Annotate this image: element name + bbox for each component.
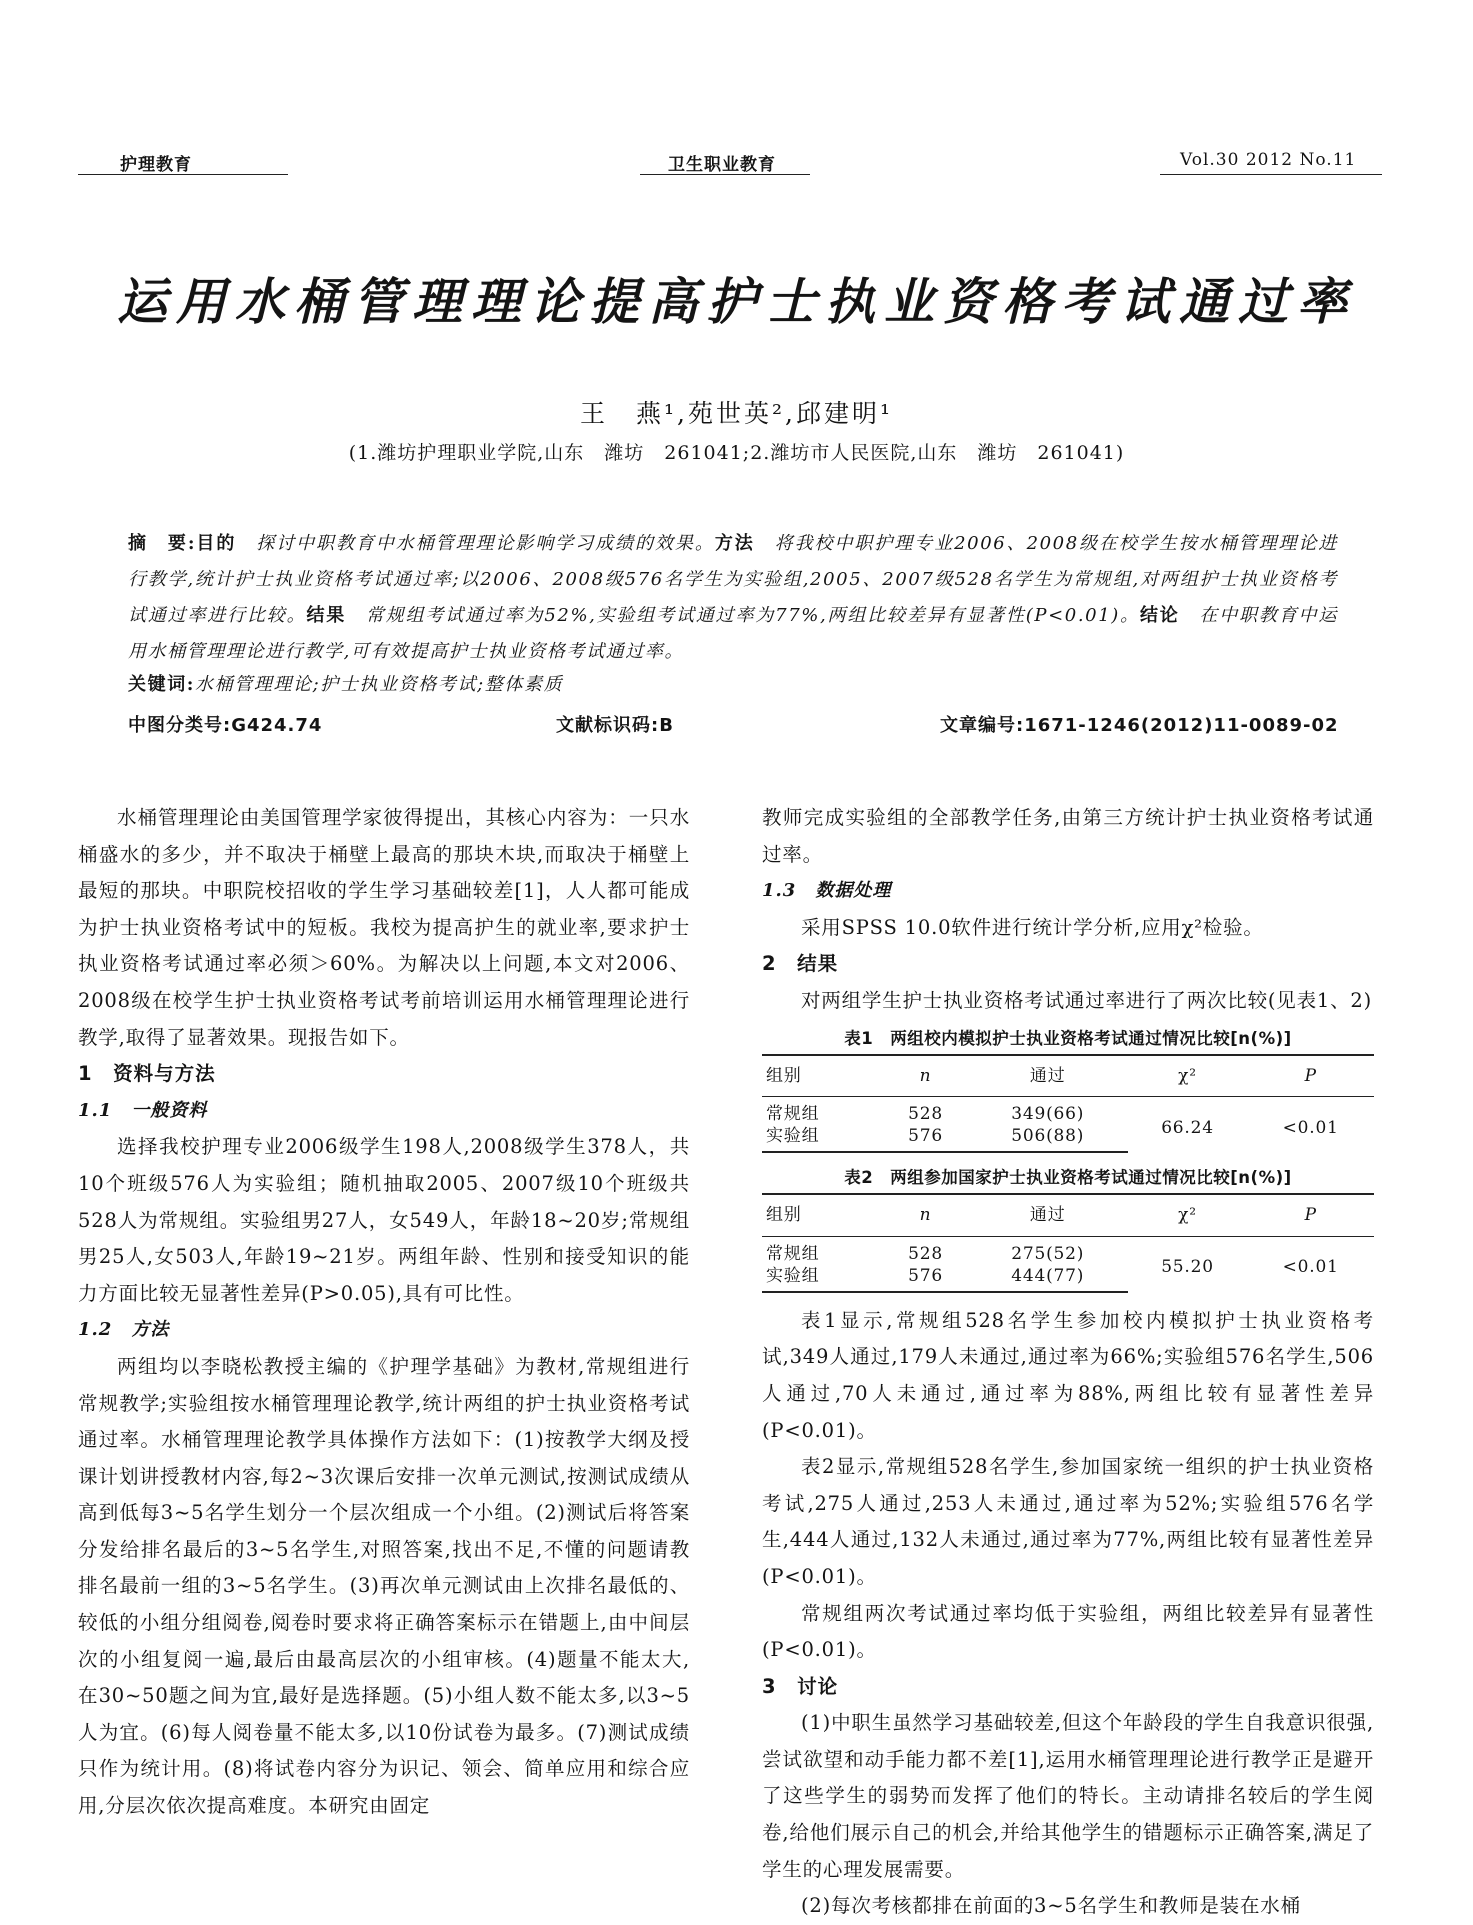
abstract-conclusion-label: 结论	[1139, 605, 1180, 626]
table-2	[762, 1163, 1374, 1293]
continued-paragraph: 教师完成实验组的全部教学任务,由第三方统计护士执业资格考试通过率。	[762, 806, 1374, 866]
table-header: 组别	[762, 1194, 883, 1236]
header-section-label: 护理教育	[120, 155, 192, 175]
table-cell: 528	[908, 1104, 943, 1125]
table-cell-chi2: 55.20	[1161, 1257, 1214, 1278]
body-paragraph: 表1显示,常规组528名学生参加校内模拟护士执业资格考试,349人通过,179人未通过,通过率为66%;实验组576名学生,506人通过,70人未通过,通过率为88%,两组比较有显著性差异(P<0.01)。	[762, 1308, 1374, 1442]
subsection-heading: 1.2 方法	[78, 1319, 170, 1341]
table-cell: 576	[883, 1265, 968, 1292]
body-paragraph: 两组均以李晓松教授主编的《护理学基础》为教材,常规组进行常规教学;实验组按水桶管理理论教学,统计两组的护士执业资格考试通过率。水桶管理理论教学具体操作方法如下：(1)按教学大纲及授课计划讲授教材内容,每2~3次课后安排一次单元测试,按测试成绩从高到低每3~5名学生划分一个层次组成一个小组。(2)测试后将答案分发给排名最后的3~5名学生,对照答案,找出不足,不懂的问题请教排名最前一组的3~5名学生。(3)再次单元测试由上次排名最低的、较低的小组分组阅卷,阅卷时要求将正确答案标示在错题上,由中间层次的小组复阅一遍,最后由最高层次的小组审核。(4)题量不能太大,在30~50题之间为宜,最好是选择题。(5)小组人数不能太多,以3~5人为宜。(6)每人阅卷量不能太多,以10份试卷为最多。(7)测试成绩只作为统计用。(8)将试卷内容分为识记、领会、简单应用和综合应用,分层次依次提高难度。本研究由固定	[78, 1354, 690, 1818]
table-caption: 表2 两组参加国家护士执业资格考试通过情况比较[n(%)]	[844, 1168, 1292, 1188]
keywords-label: 关键词:	[128, 674, 196, 695]
body-paragraph: (1)中职生虽然学习基础较差,但这个年龄段的学生自我意识很强,尝试欲望和动手能力都不差[1],运用水桶管理理论进行教学正是避开了这些学生的弱势而发挥了他们的特长。主动请排名较后的学生阅卷,给他们展示自己的机会,并给其他学生的错题标示正确答案,满足了学生的心理发展需要。	[762, 1711, 1374, 1881]
header-rule-left	[78, 174, 288, 175]
table-header: χ²	[1128, 1194, 1248, 1236]
abstract-result-label: 结果	[306, 605, 347, 626]
section-heading: 2 结果	[762, 952, 839, 976]
header-journal-name: 卫生职业教育	[668, 155, 776, 175]
abstract	[128, 526, 1338, 670]
abstract-objective-label: 目的	[196, 533, 237, 554]
abstract-method-label: 方法	[714, 533, 755, 554]
section-heading: 1 资料与方法	[78, 1062, 216, 1086]
body-paragraph: 选择我校护理专业2006级学生198人,2008级学生378人，共10个班级576人为实验组；随机抽取2005、2007级10个班级共528人为常规组。实验组男27人，女549人，年龄18~20岁;常规组男25人,女503人,年龄19~21岁。两组年龄、性别和接受知识的能力方面比较无显著性差异(P>0.05),具有可比性。	[78, 1135, 690, 1305]
paper-authors: 王 燕¹,苑世英²,邱建明¹	[580, 399, 893, 428]
body-paragraph: 常规组两次考试通过率均低于实验组，两组比较差异有显著性(P<0.01)。	[762, 1601, 1374, 1662]
body-column-left	[78, 800, 690, 1825]
keywords	[128, 670, 563, 696]
table-cell: 常规组	[766, 1104, 820, 1125]
table-header: 通过	[968, 1055, 1128, 1097]
paper-affiliation: (1.潍坊护理职业学院,山东 潍坊 261041;2.潍坊市人民医院,山东 潍坊 261041)	[348, 442, 1125, 464]
table-cell: 实验组	[762, 1265, 883, 1292]
body-paragraph: 对两组学生护士执业资格考试通过率进行了两次比较(见表1、2)	[801, 988, 1373, 1012]
table-cell: 349(66)	[1011, 1104, 1085, 1125]
article-number: 文章编号:1671-1246(2012)11-0089-02	[940, 715, 1339, 736]
table-1	[762, 1024, 1374, 1154]
table-header: 通过	[968, 1194, 1128, 1236]
table-cell: 576	[883, 1125, 968, 1152]
table-header: 组别	[762, 1055, 883, 1097]
table-header: P	[1247, 1055, 1374, 1097]
table-cell-chi2: 66.24	[1161, 1117, 1214, 1138]
table-cell: 444(77)	[968, 1265, 1128, 1292]
intro-paragraph: 水桶管理理论由美国管理学家彼得提出，其核心内容为：一只水桶盛水的多少，并不取决于桶壁上最高的那块木块,而取决于桶壁上最短的那块。中职院校招收的学生学习基础较差[1]，人人都可能成为护士执业资格考试中的短板。我校为提高护生的就业率,要求护士执业资格考试通过率必须＞60%。为解决以上问题,本文对2006、2008级在校学生护士执业资格考试考前培训运用水桶管理理论进行教学,取得了显著效果。现报告如下。	[78, 806, 690, 1049]
table-header: χ²	[1128, 1055, 1248, 1097]
table-cell: 常规组	[766, 1243, 820, 1264]
document-code: 文献标识码:B	[556, 715, 674, 736]
header-volume: Vol.30 2012 No.11	[1180, 150, 1357, 170]
section-heading: 3 讨论	[762, 1674, 839, 1698]
header-rule-right	[1160, 174, 1382, 175]
table-caption: 表1 两组校内模拟护士执业资格考试通过情况比较[n(%)]	[844, 1028, 1292, 1048]
paper-title: 运用水桶管理理论提高护士执业资格考试通过率	[117, 272, 1356, 331]
abstract-objective: 探讨中职教育中水桶管理理论影响学习成绩的效果。	[236, 533, 715, 554]
abstract-result: 常规组考试通过率为52%,实验组考试通过率为77%,两组比较差异有显著性(P<0.01)。	[346, 605, 1140, 626]
abstract-label: 摘 要:	[128, 533, 197, 554]
header-rule-center	[640, 174, 810, 175]
table-cell: 528	[908, 1243, 943, 1264]
table-header: n	[883, 1055, 968, 1097]
table-cell: 506(88)	[968, 1125, 1128, 1152]
body-paragraph: 采用SPSS 10.0软件进行统计学分析,应用χ²检验。	[801, 915, 1264, 939]
subsection-heading: 1.3 数据处理	[762, 880, 892, 902]
table-header: P	[1247, 1194, 1374, 1236]
table-cell-p: <0.01	[1282, 1257, 1339, 1278]
table-cell: 275(52)	[1011, 1243, 1085, 1264]
keywords-text: 水桶管理理论;护士执业资格考试;整体素质	[195, 674, 564, 695]
body-paragraph: (2)每次考核都排在前面的3~5名学生和教师是装在水桶	[801, 1894, 1301, 1918]
table-row	[762, 1236, 1374, 1265]
table-cell-p: <0.01	[1282, 1117, 1339, 1138]
abstract-conclusion: 在中职教育中运用水桶管理理论进行教学,可有效提高护士执业资格考试通过率。	[128, 605, 1338, 662]
abstract-method: 将我校中职护理专业2006、2008级在校学生按水桶管理理论进行教学,统计护士执业资格考试通过率;以2006、2008级576名学生为实验组,2005、2007级528名学生为常规组,对两组护士执业资格考试通过率进行比较。	[128, 533, 1338, 626]
table-cell: 实验组	[762, 1125, 883, 1152]
table-header: n	[883, 1194, 968, 1236]
table-row	[762, 1097, 1374, 1126]
body-paragraph: 表2显示,常规组528名学生,参加国家统一组织的护士执业资格考试,275人通过,253人未通过,通过率为52%;实验组576名学生,444人通过,132人未通过,通过率为77%,两组比较有显著性差异(P<0.01)。	[762, 1455, 1374, 1588]
body-column-right	[762, 800, 1374, 1925]
clc-number: 中图分类号:G424.74	[128, 715, 323, 736]
subsection-heading: 1.1 一般资料	[78, 1099, 208, 1121]
